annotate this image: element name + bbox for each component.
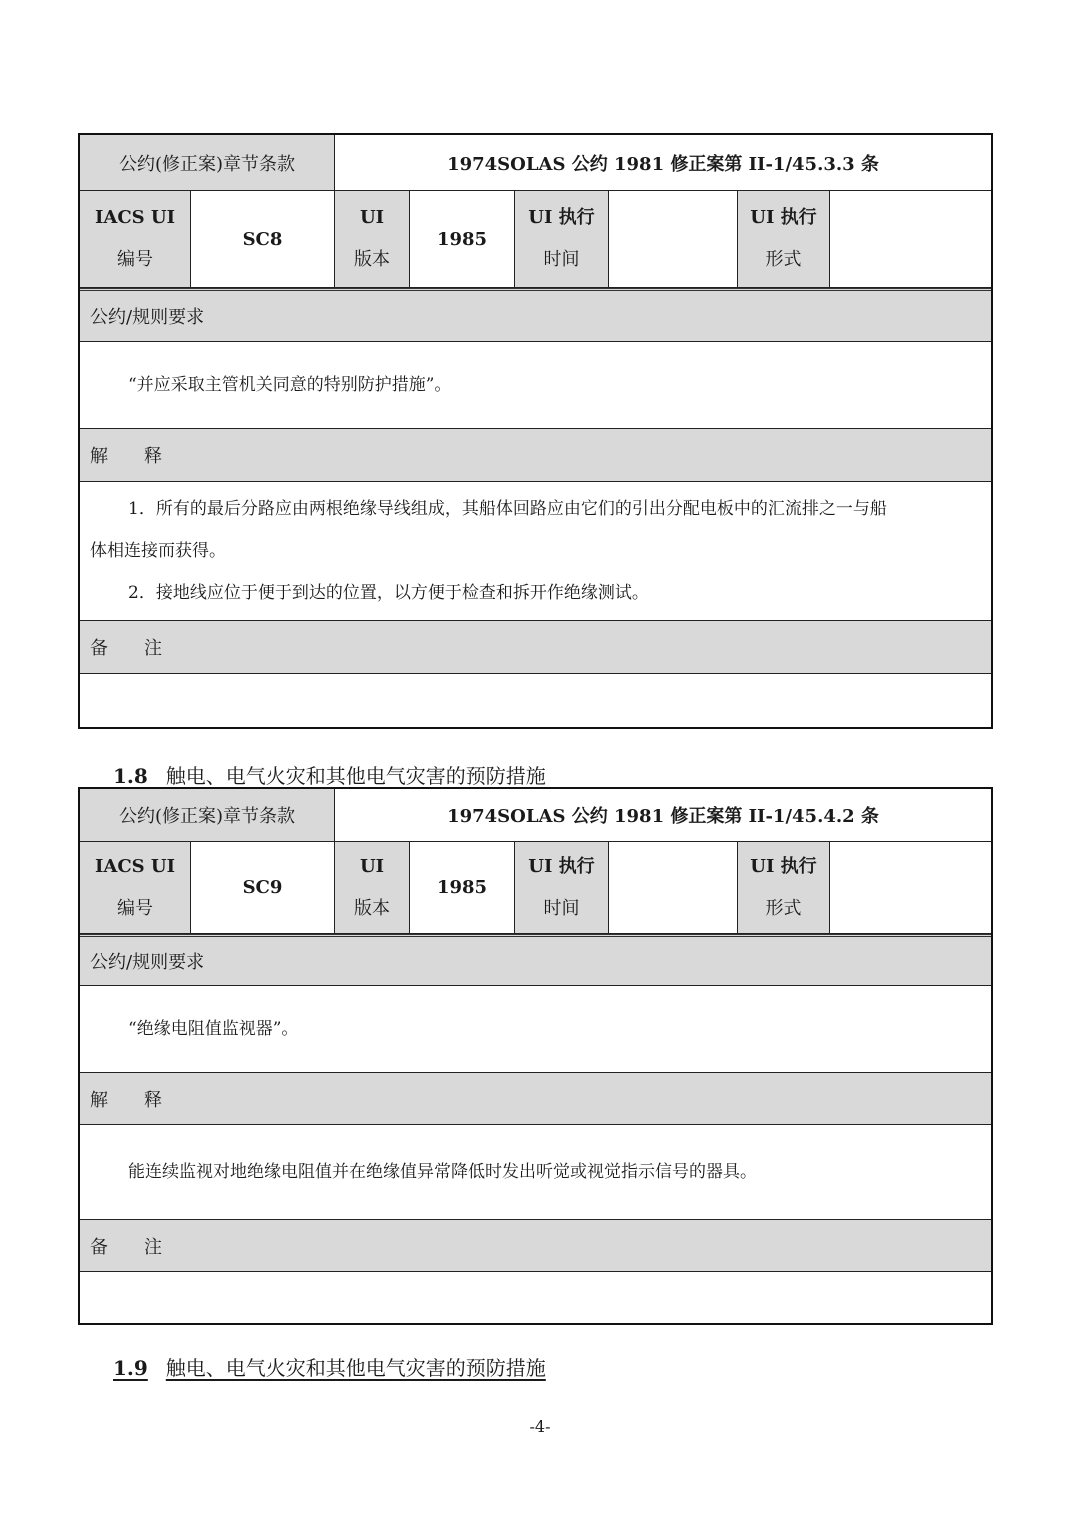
clause-value: 1974SOLAS 公约 1981 修正案第 II-1/45.3.3 条 [447, 153, 879, 175]
ui-exec-form-label [738, 842, 830, 933]
iacs-ui-number: SC9 [191, 842, 335, 933]
ui-exec-form-label [738, 191, 830, 287]
requirement-label: 公约/规则要求 [80, 934, 991, 986]
requirement-body [80, 986, 991, 1073]
section-number: 1.9 [113, 1356, 148, 1380]
requirement-label: 公约/规则要求 [80, 288, 991, 342]
section-number: 1.8 [113, 764, 148, 788]
interpretation-line: 能连续监视对地绝缘电阻值并在绝缘值异常降低时发出听觉或视觉指示信号的器具。 [128, 1162, 757, 1182]
section-title: 触电、电气火灾和其他电气灾害的预防措施 [165, 764, 546, 788]
section-title: 触电、电气火灾和其他电气灾害的预防措施 [165, 1356, 546, 1380]
iacs-ui-label-line2: 编号 [117, 249, 153, 270]
ui-exec-form-label-line2: 形式 [765, 249, 802, 270]
interpretation-label: 解 释 [80, 1073, 991, 1125]
page-number: -4- [529, 1417, 551, 1436]
requirement-text: “绝缘电阻值监视器”。 [128, 1019, 299, 1039]
ui-version-label [335, 842, 410, 933]
ui-exec-form-label-line1: UI 执行 [750, 207, 817, 228]
interpretation-body [80, 1125, 991, 1220]
section-heading-1-9 [113, 1352, 546, 1381]
ui-exec-form-label-line2: 形式 [765, 897, 802, 919]
remarks-body [80, 1272, 991, 1323]
interpretation-line: 1．所有的最后分路应由两根绝缘导线组成，其船体回路应由它们的引出分配电板中的汇流排之一与船 [128, 499, 887, 519]
ui-exec-time-label-line2: 时间 [543, 249, 580, 270]
interpretation-line: 2．接地线应位于便于到达的位置，以方便于检查和拆开作绝缘测试。 [128, 583, 649, 603]
iacs-ui-label-line1: IACS UI [94, 207, 176, 228]
iacs-ui-label [80, 842, 191, 933]
ui-version-label-line2: 版本 [354, 897, 390, 919]
iacs-ui-label-line1: IACS UI [94, 855, 176, 877]
ui-version-label-line1: UI [359, 855, 385, 877]
interpretation-body [80, 482, 991, 621]
ui-exec-time-label [515, 191, 609, 287]
ui-version-label-line1: UI [359, 207, 385, 228]
ui-exec-time-value [609, 842, 738, 933]
clause-label: 公约(修正案)章节条款 [80, 789, 335, 841]
ui-exec-form-value [830, 842, 991, 933]
clause-label: 公约(修正案)章节条款 [80, 135, 335, 190]
interpretation-line: 体相连接而获得。 [90, 541, 226, 561]
record-table-sc8 [78, 133, 993, 729]
iacs-ui-label-line2: 编号 [117, 897, 153, 919]
ui-version-value: 1985 [410, 842, 515, 933]
remarks-label: 备 注 [80, 1220, 991, 1272]
requirement-body [80, 342, 991, 429]
remarks-body [80, 674, 991, 727]
ui-exec-time-label [515, 842, 609, 933]
clause-value: 1974SOLAS 公约 1981 修正案第 II-1/45.4.2 条 [447, 806, 879, 827]
record-table-sc9 [78, 787, 993, 1325]
ui-version-label [335, 191, 410, 287]
requirement-text: “并应采取主管机关同意的特别防护措施”。 [128, 375, 452, 395]
remarks-label: 备 注 [80, 621, 991, 674]
ui-exec-time-label-line1: UI 执行 [528, 855, 595, 877]
iacs-ui-number: SC8 [191, 191, 335, 287]
section-heading-1-8 [113, 760, 546, 789]
iacs-ui-label [80, 191, 191, 287]
interpretation-label: 解 释 [80, 429, 991, 482]
ui-exec-time-label-line2: 时间 [543, 897, 580, 919]
ui-exec-time-label-line1: UI 执行 [528, 207, 595, 228]
ui-version-value: 1985 [410, 191, 515, 287]
ui-version-label-line2: 版本 [354, 249, 390, 270]
ui-exec-time-value [609, 191, 738, 287]
ui-exec-form-label-line1: UI 执行 [750, 855, 817, 877]
ui-exec-form-value [830, 191, 991, 287]
